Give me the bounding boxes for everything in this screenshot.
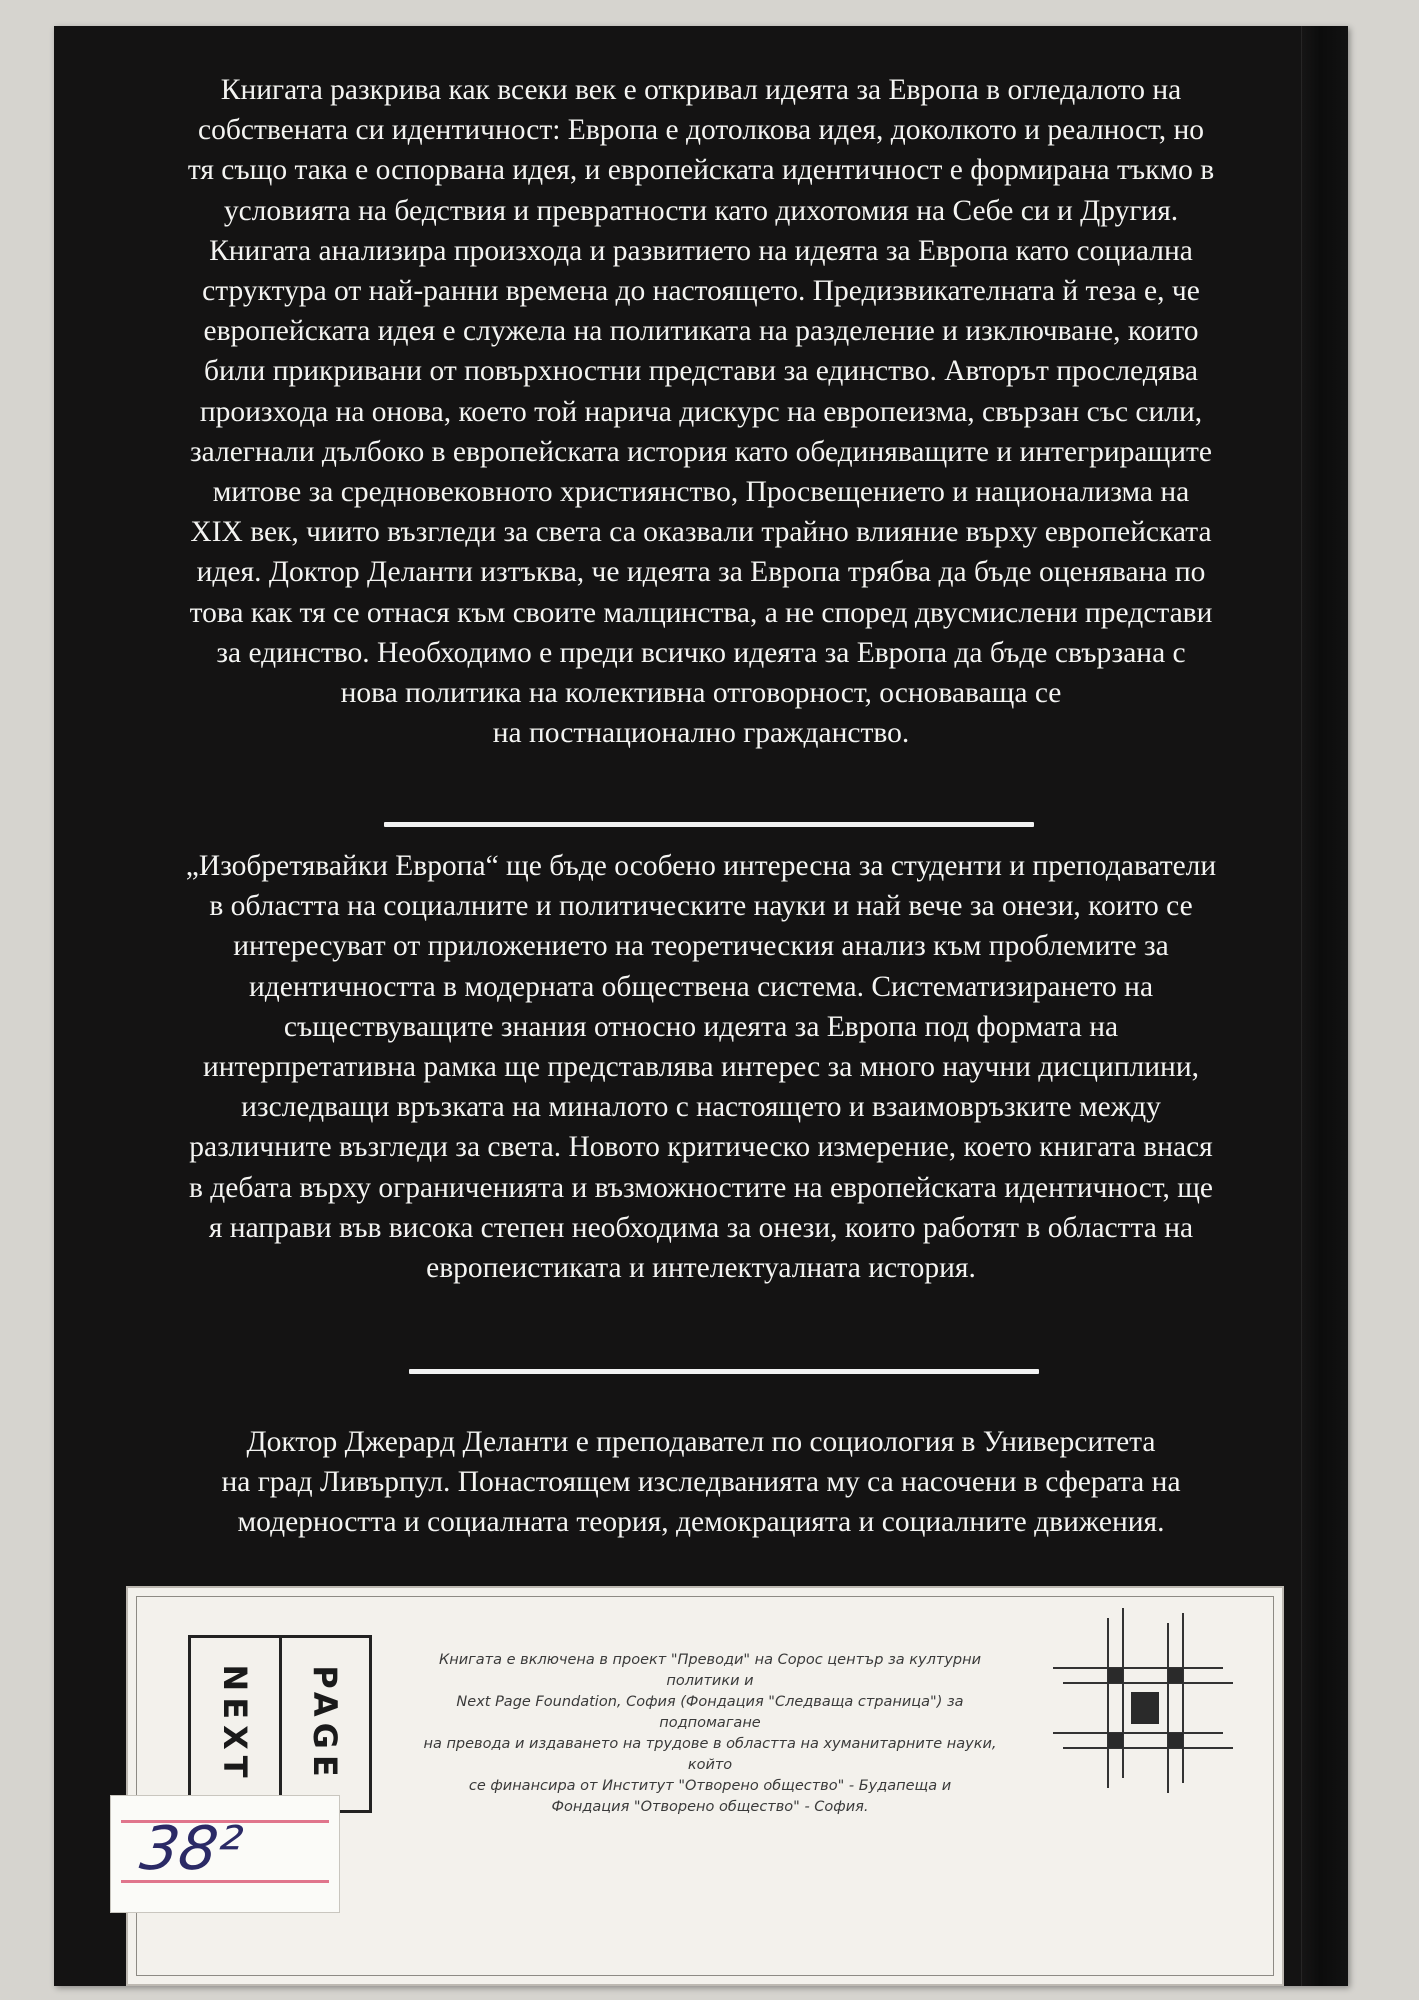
description-paragraph-2: „Изобретявайки Европа“ ще бъде особено интересна за студенти и преподаватели в областта на социалните и политическите науки и най вече за онези, които се интересуват от приложението на теоретическия анализ към проблемите за идентичността в модерната обществена система. Систематизирането на съществуващите знания относно идеята за Европа под формата на интерпретативна рамка ще представлява интерес за много научни дисциплини, изследващи връзката на миналото с настоящето и взаимовръзките между различните възгледи за света. Новото критическо измерение, което книгата внася в дебата върху ограниченията и възможностите на европейската идентичност, ще я направи във висока степен необходима за онези, които работят в областта на европеистиката и интелектуалната история. [185,850,1217,1285]
description-paragraph-1: Книгата разкрива как всеки век е откривал идеята за Европа в огледалото на собствената си идентичност: Европа е дотолкова идея, доколкото и реалност, но тя също така е оспорвана идея, и европейската идентичност е формирана тъкмо в условията на бедствия и превратности като дихотомия на Себе си и Другия. Книгата анализира произхода и развитието на идеята за Европа като социална структура от най-ранни времена до настоящето. Предизвикателната й теза е, че европейската идея е служела на политиката на разделение и изключване, които били прикривани от повърхностни представи за единство. Авторът проследява произхода на онова, което той нарича дискурс на европеизма, свързан със сили, залегнали дълбоко в европейската история като обединяващите и интегриращите митове за средновековното християнство, Просвещението и национализма на XIX век, чиито възгледи за света са оказвали трайно влияние върху европейската идея. Доктор Деланти изтъква, че идеята за Европа трябва да бъде оценявана по това как тя се отнася към своите малцинства, а не според двусмислени представи за единство. Необходимо е преди всичко идеята за Европа да бъде свързана с нова политика на колективна отговорност, основаваща се на постнационално гражданство. [187,74,1215,750]
cover-edge [1301,26,1348,1986]
divider-line-1 [384,822,1034,827]
logo-right-cell [282,1638,370,1810]
logo-word-page: PAGE [306,1665,345,1783]
logo-left-cell [191,1638,282,1810]
divider-line-2 [409,1369,1039,1374]
sponsor-note: Книгата е включена в проект "Преводи" на Сорос център за културни политики и Next Page Foundation, София (Фондация "Следваща страница") за подпомагане на превода и издаването на трудове в областта на хуманитарните науки, който се финансира от Институт "Отворено общество" - Будапеща и Фондация "Отворено общество" - София. [423,1652,997,1815]
author-bio-paragraph: Доктор Джерард Деланти е преподавател по социология в Университета на град Ливърпул. Понастоящем изследванията му са насочени в сферата на модерността и социалната теория, демокрацията и социалните движения. [221,1426,1181,1538]
logo-word-next: NEXT [215,1664,254,1784]
book-back-cover [54,26,1348,1986]
price-sticker [110,1795,340,1913]
open-society-emblem-icon [1053,1608,1233,1798]
next-page-logo [188,1635,372,1813]
handwritten-price: 38² [136,1814,247,1884]
sponsor-panel [126,1586,1284,1986]
